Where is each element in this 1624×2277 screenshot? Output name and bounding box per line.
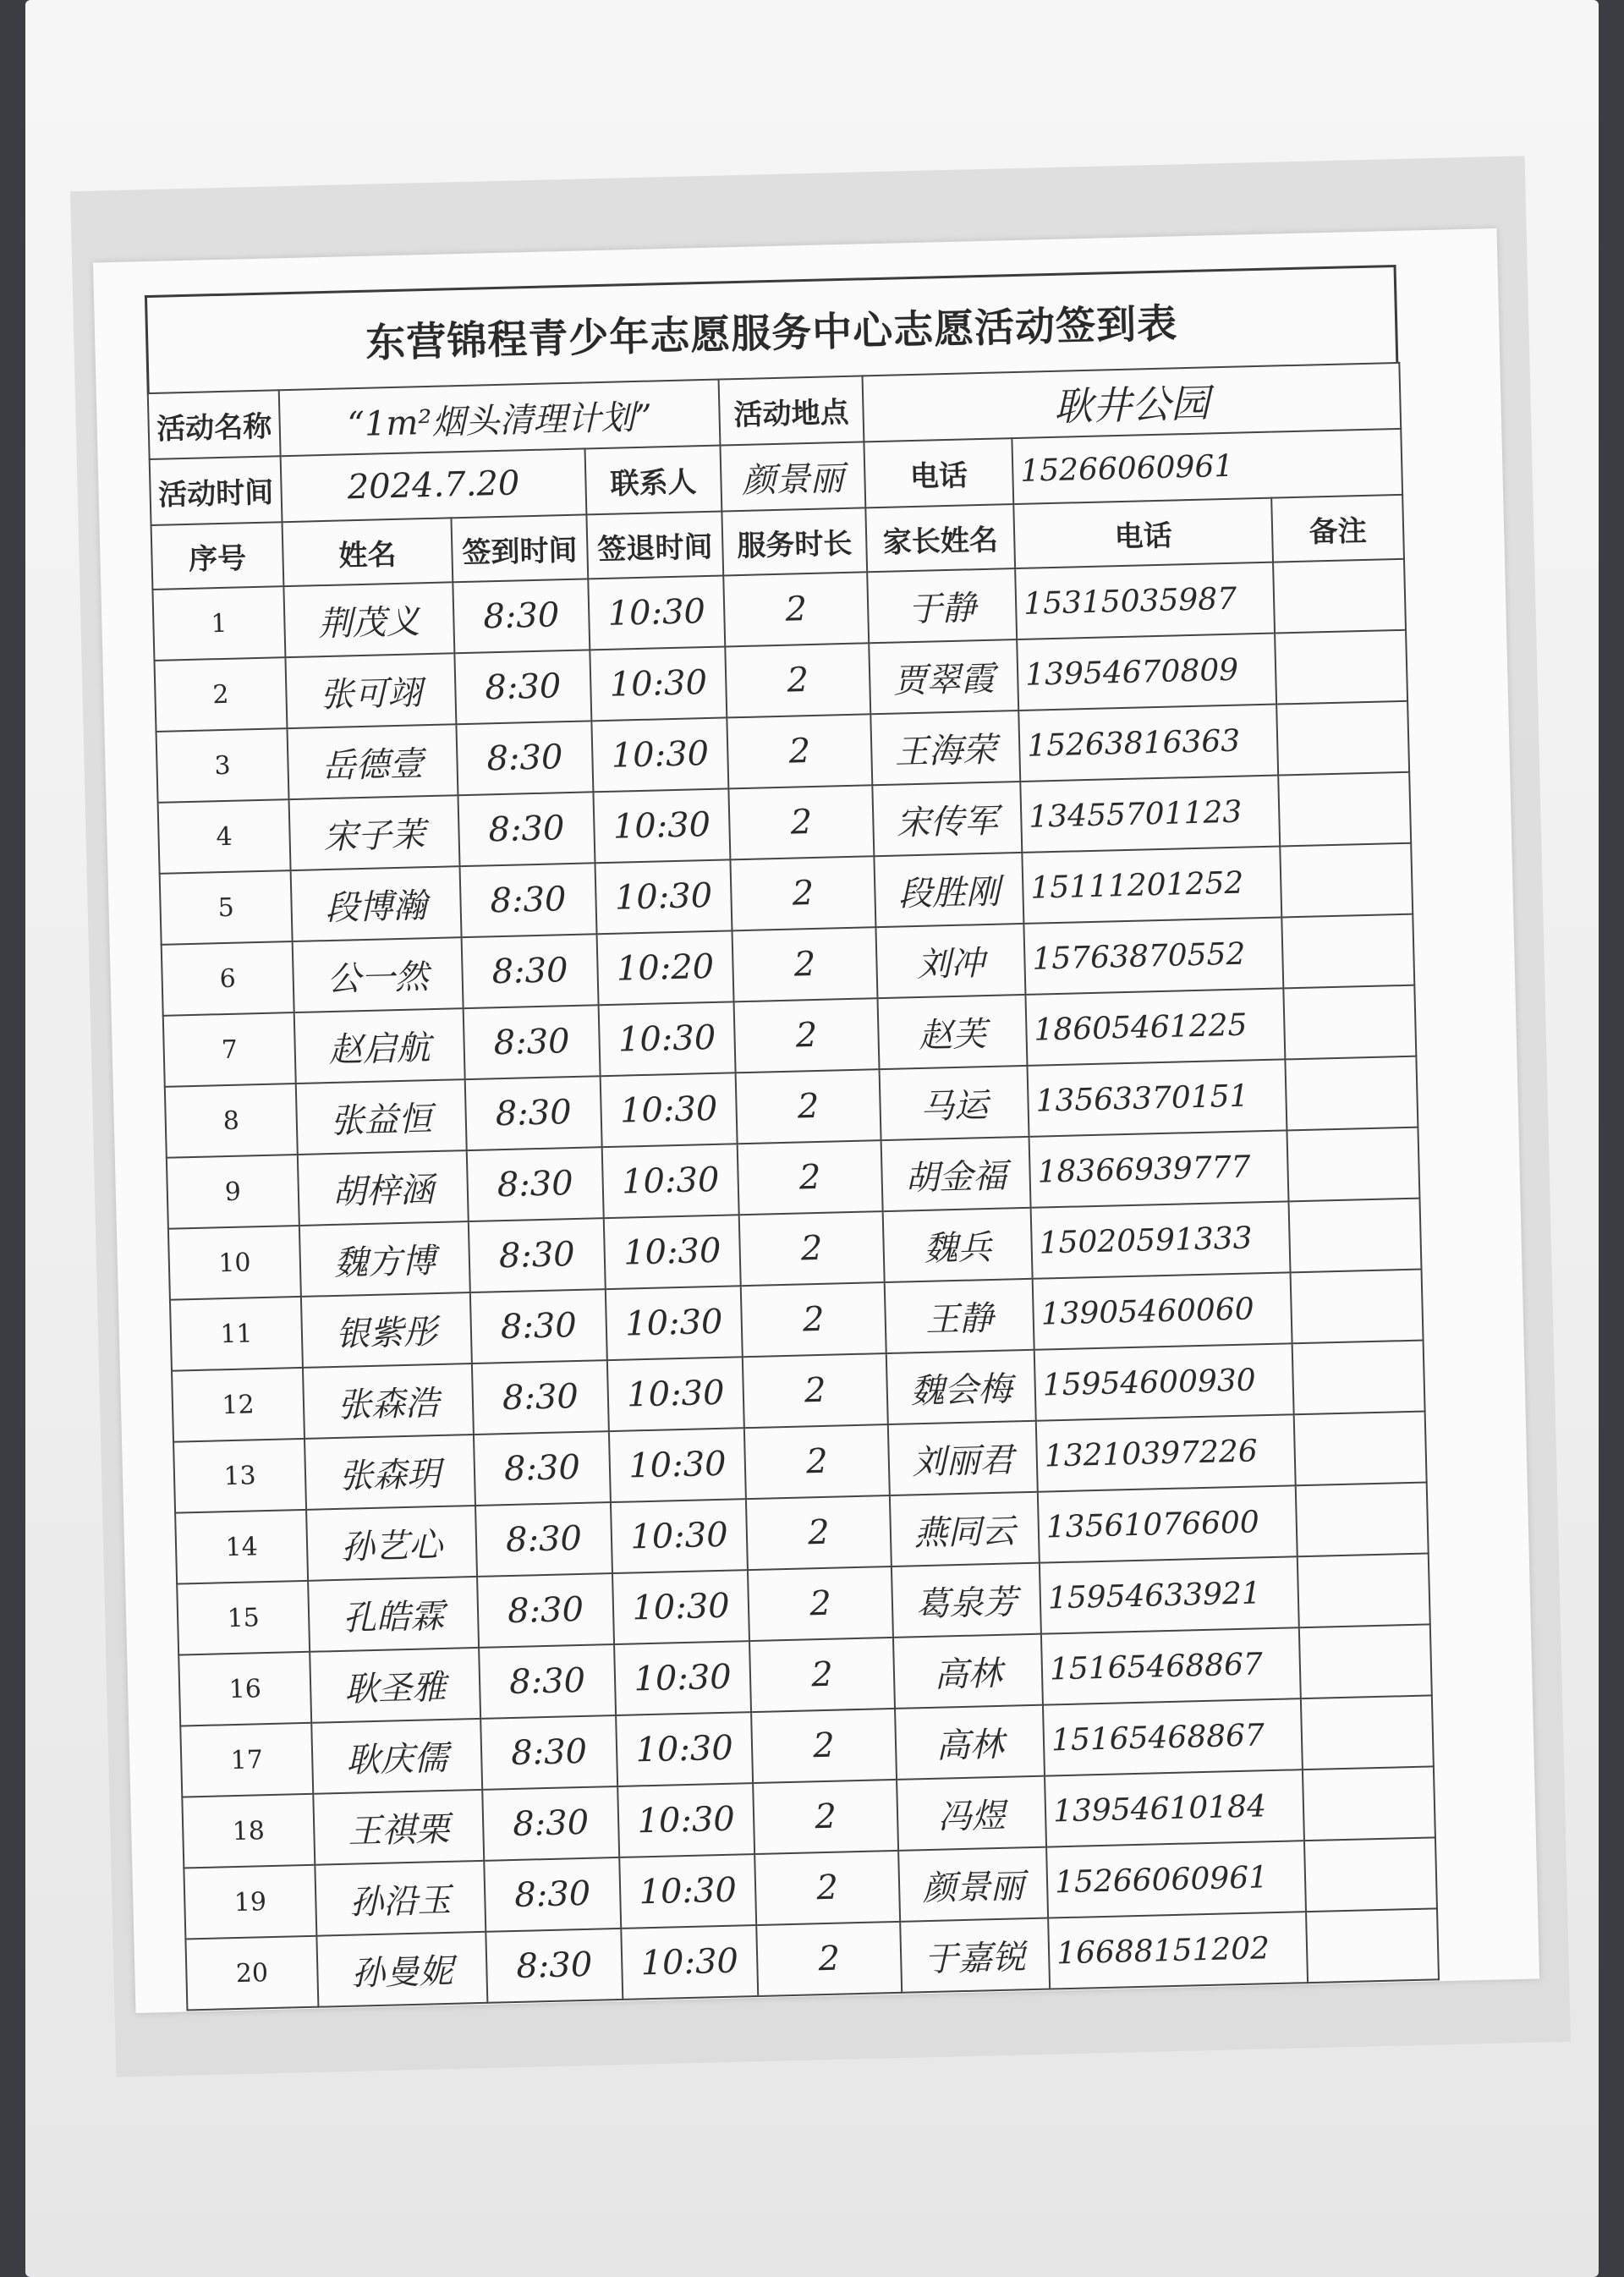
col-header-phone: 电话	[1013, 498, 1273, 568]
parent-phone: 18366939777	[1029, 1130, 1289, 1207]
note-cell	[1301, 1695, 1434, 1769]
check-out-time: 10:30	[611, 1499, 748, 1573]
parent-name: 魏兵	[883, 1208, 1033, 1282]
check-out-time: 10:30	[588, 575, 725, 650]
row-number: 20	[185, 1936, 318, 2011]
row-number: 1	[152, 586, 285, 661]
volunteer-name: 耿圣雅	[310, 1648, 480, 1723]
check-in-time: 8:30	[477, 1573, 614, 1648]
volunteer-name: 张森玥	[304, 1435, 475, 1510]
check-in-time: 8:30	[486, 1929, 623, 2003]
row-number: 4	[158, 799, 291, 874]
check-out-time: 10:30	[601, 1073, 738, 1147]
note-cell	[1291, 1270, 1424, 1344]
parent-name: 冯煜	[897, 1776, 1046, 1851]
col-header-name: 姓名	[283, 518, 453, 586]
check-out-time: 10:20	[597, 930, 734, 1005]
service-hours: 2	[741, 1282, 886, 1357]
parent-phone: 15020591333	[1031, 1201, 1291, 1278]
parent-phone: 13210397226	[1036, 1414, 1296, 1491]
note-cell	[1294, 1412, 1427, 1486]
parent-phone: 13561076600	[1038, 1485, 1298, 1562]
service-hours: 2	[756, 1922, 902, 1996]
note-cell	[1304, 1837, 1437, 1912]
volunteer-name: 孙曼妮	[316, 1932, 487, 2007]
service-hours: 2	[727, 714, 872, 788]
volunteer-name: 公一然	[293, 937, 464, 1012]
parent-name: 燕同云	[890, 1492, 1040, 1566]
check-in-time: 8:30	[484, 1857, 621, 1932]
volunteer-name: 张可翊	[285, 653, 456, 728]
service-hours: 2	[749, 1638, 895, 1712]
row-number: 6	[162, 941, 294, 1016]
check-out-time: 10:30	[593, 788, 730, 863]
form-title: 东营锦程青少年志愿服务中心志愿活动签到表	[145, 265, 1398, 392]
volunteer-name: 王祺栗	[313, 1790, 484, 1865]
note-cell	[1303, 1766, 1435, 1841]
parent-phone: 15954633921	[1040, 1556, 1299, 1633]
volunteer-name: 张森浩	[303, 1363, 474, 1439]
location-label: 活动地点	[719, 376, 864, 445]
service-hours: 2	[728, 785, 874, 859]
contact-value: 颜景丽	[720, 442, 865, 511]
service-hours: 2	[746, 1495, 892, 1570]
check-out-time: 10:30	[606, 1286, 743, 1360]
parent-phone: 13905460060	[1033, 1272, 1292, 1349]
service-hours: 2	[753, 1780, 898, 1854]
note-cell	[1292, 1341, 1425, 1415]
check-out-time: 10:30	[621, 1925, 758, 2000]
service-hours: 2	[738, 1140, 883, 1215]
contact-label: 联系人	[585, 446, 722, 515]
parent-name: 胡金福	[881, 1137, 1031, 1211]
note-cell	[1285, 1056, 1418, 1131]
parent-name: 于嘉锐	[900, 1918, 1050, 1993]
note-cell	[1273, 559, 1406, 634]
phone-label: 电话	[864, 438, 1013, 508]
parent-phone: 15266060961	[1046, 1841, 1306, 1918]
row-number: 16	[178, 1652, 311, 1726]
note-cell	[1278, 772, 1411, 847]
volunteer-name: 段博瀚	[291, 866, 462, 941]
service-hours: 2	[739, 1211, 885, 1286]
parent-phone: 13563370151	[1028, 1059, 1287, 1136]
parent-name: 王静	[885, 1279, 1034, 1353]
parent-phone: 15763870552	[1023, 917, 1283, 994]
parent-name: 宋传军	[872, 782, 1022, 856]
col-header-check-out: 签退时间	[586, 512, 723, 579]
parent-phone: 13455701123	[1020, 776, 1280, 853]
service-hours: 2	[743, 1353, 888, 1428]
row-number: 10	[168, 1226, 301, 1300]
parent-phone: 15111201252	[1022, 847, 1281, 924]
row-number: 15	[177, 1581, 310, 1655]
note-cell	[1298, 1553, 1430, 1627]
parent-phone: 16688151202	[1048, 1912, 1308, 1989]
row-number: 2	[154, 657, 287, 732]
parent-phone: 15315035987	[1015, 562, 1275, 639]
parent-name: 葛泉芳	[892, 1563, 1041, 1638]
col-header-number: 序号	[151, 522, 284, 590]
volunteer-name: 孔皓霖	[308, 1577, 479, 1652]
service-hours: 2	[732, 927, 878, 1001]
check-in-time: 8:30	[474, 1431, 611, 1506]
check-out-time: 10:30	[614, 1641, 751, 1715]
note-cell	[1280, 843, 1413, 918]
volunteer-name: 宋子茉	[289, 795, 460, 870]
activity-time-label: 活动时间	[150, 456, 283, 525]
parent-name: 王海荣	[870, 711, 1020, 785]
check-out-time: 10:30	[609, 1428, 746, 1502]
note-cell	[1306, 1908, 1439, 1983]
check-out-time: 10:30	[616, 1712, 753, 1786]
row-number: 3	[156, 728, 289, 803]
service-hours: 2	[748, 1566, 893, 1641]
volunteer-name: 魏方博	[299, 1221, 470, 1297]
parent-phone: 15263816363	[1018, 705, 1278, 782]
row-number: 5	[160, 870, 293, 945]
parent-name: 段胜刚	[874, 853, 1023, 927]
volunteer-name: 孙艺心	[306, 1506, 477, 1581]
check-out-time: 10:30	[599, 1001, 736, 1076]
activity-name-value: “1m²烟头清理计划”	[279, 380, 721, 457]
parent-phone: 13954610184	[1045, 1769, 1304, 1846]
check-out-time: 10:30	[602, 1144, 739, 1218]
col-header-parent: 家长姓名	[865, 504, 1015, 572]
col-header-note: 备注	[1271, 495, 1404, 562]
service-hours: 2	[744, 1424, 890, 1499]
check-in-time: 8:30	[454, 650, 591, 724]
volunteer-name: 张益恒	[296, 1079, 467, 1155]
check-in-time: 8:30	[480, 1715, 617, 1790]
service-hours: 2	[736, 1069, 881, 1144]
sign-in-form	[93, 228, 1539, 2013]
parent-name: 刘冲	[875, 924, 1025, 998]
volunteer-name: 耿庆儒	[311, 1719, 482, 1794]
sign-in-table	[147, 362, 1440, 2011]
check-out-time: 10:30	[617, 1783, 754, 1857]
check-in-time: 8:30	[460, 863, 597, 937]
check-in-time: 8:30	[482, 1786, 619, 1861]
activity-time-value: 2024.7.20	[281, 448, 587, 522]
volunteer-name: 荆茂义	[283, 582, 454, 657]
parent-phone: 15165468867	[1041, 1627, 1301, 1704]
check-out-time: 10:30	[612, 1570, 749, 1644]
row-number: 9	[167, 1155, 299, 1229]
check-in-time: 8:30	[479, 1644, 616, 1719]
parent-name: 赵芙	[878, 995, 1028, 1069]
check-out-time: 10:30	[591, 717, 728, 792]
row-number: 12	[172, 1368, 304, 1442]
row-number: 19	[184, 1865, 316, 1940]
parent-phone: 18605461225	[1025, 988, 1285, 1065]
row-number: 13	[173, 1439, 306, 1513]
activity-name-label: 活动名称	[148, 390, 281, 459]
check-in-time: 8:30	[456, 721, 593, 795]
check-out-time: 10:30	[604, 1215, 741, 1289]
parent-phone: 13954670809	[1017, 634, 1276, 711]
parent-phone: 15954600930	[1034, 1343, 1294, 1420]
row-number: 14	[175, 1510, 308, 1584]
parent-phone: 15165468867	[1043, 1698, 1303, 1775]
parent-name: 魏会梅	[886, 1350, 1036, 1424]
row-number: 17	[180, 1723, 313, 1797]
volunteer-name: 银紫彤	[301, 1292, 472, 1368]
volunteer-name: 岳德壹	[287, 724, 458, 799]
contact-phone-value: 15266060961	[1012, 429, 1402, 504]
parent-name: 贾翠霞	[869, 639, 1018, 714]
service-hours: 2	[734, 998, 880, 1073]
check-in-time: 8:30	[453, 579, 590, 653]
volunteer-name: 胡梓涵	[298, 1150, 469, 1226]
check-out-time: 10:30	[595, 859, 732, 934]
check-in-time: 8:30	[464, 1005, 601, 1079]
service-hours: 2	[723, 572, 869, 646]
row-number: 18	[182, 1794, 315, 1868]
location-value: 耿井公园	[863, 363, 1402, 442]
parent-name: 高林	[893, 1634, 1043, 1709]
parent-name: 颜景丽	[898, 1847, 1048, 1922]
parent-name: 高林	[895, 1705, 1045, 1780]
note-cell	[1299, 1624, 1432, 1698]
check-in-time: 8:30	[465, 1076, 602, 1150]
row-number: 8	[165, 1084, 298, 1158]
service-hours: 2	[730, 856, 875, 930]
note-cell	[1283, 985, 1416, 1060]
col-header-hours: 服务时长	[721, 508, 867, 575]
check-out-time: 10:30	[590, 646, 727, 721]
service-hours: 2	[754, 1851, 900, 1925]
note-cell	[1289, 1199, 1422, 1273]
note-cell	[1276, 701, 1409, 776]
check-out-time: 10:30	[619, 1854, 756, 1929]
check-out-time: 10:30	[607, 1357, 744, 1431]
volunteer-name: 孙沿玉	[315, 1861, 486, 1936]
check-in-time: 8:30	[475, 1502, 612, 1577]
note-cell	[1287, 1128, 1419, 1202]
row-number: 11	[170, 1297, 303, 1371]
check-in-time: 8:30	[462, 934, 599, 1008]
check-in-time: 8:30	[469, 1218, 606, 1292]
volunteer-name: 赵启航	[294, 1008, 465, 1084]
row-number: 7	[163, 1012, 296, 1087]
check-in-time: 8:30	[467, 1147, 604, 1221]
parent-name: 刘丽君	[888, 1421, 1038, 1495]
check-in-time: 8:30	[458, 792, 595, 866]
col-header-check-in: 签到时间	[451, 514, 588, 582]
service-hours: 2	[725, 643, 870, 717]
service-hours: 2	[751, 1709, 897, 1783]
note-cell	[1281, 914, 1414, 989]
check-in-time: 8:30	[472, 1360, 609, 1435]
parent-name: 马运	[880, 1066, 1029, 1140]
parent-name: 于静	[867, 568, 1017, 643]
check-in-time: 8:30	[470, 1289, 607, 1363]
note-cell	[1275, 630, 1407, 705]
note-cell	[1296, 1482, 1429, 1556]
